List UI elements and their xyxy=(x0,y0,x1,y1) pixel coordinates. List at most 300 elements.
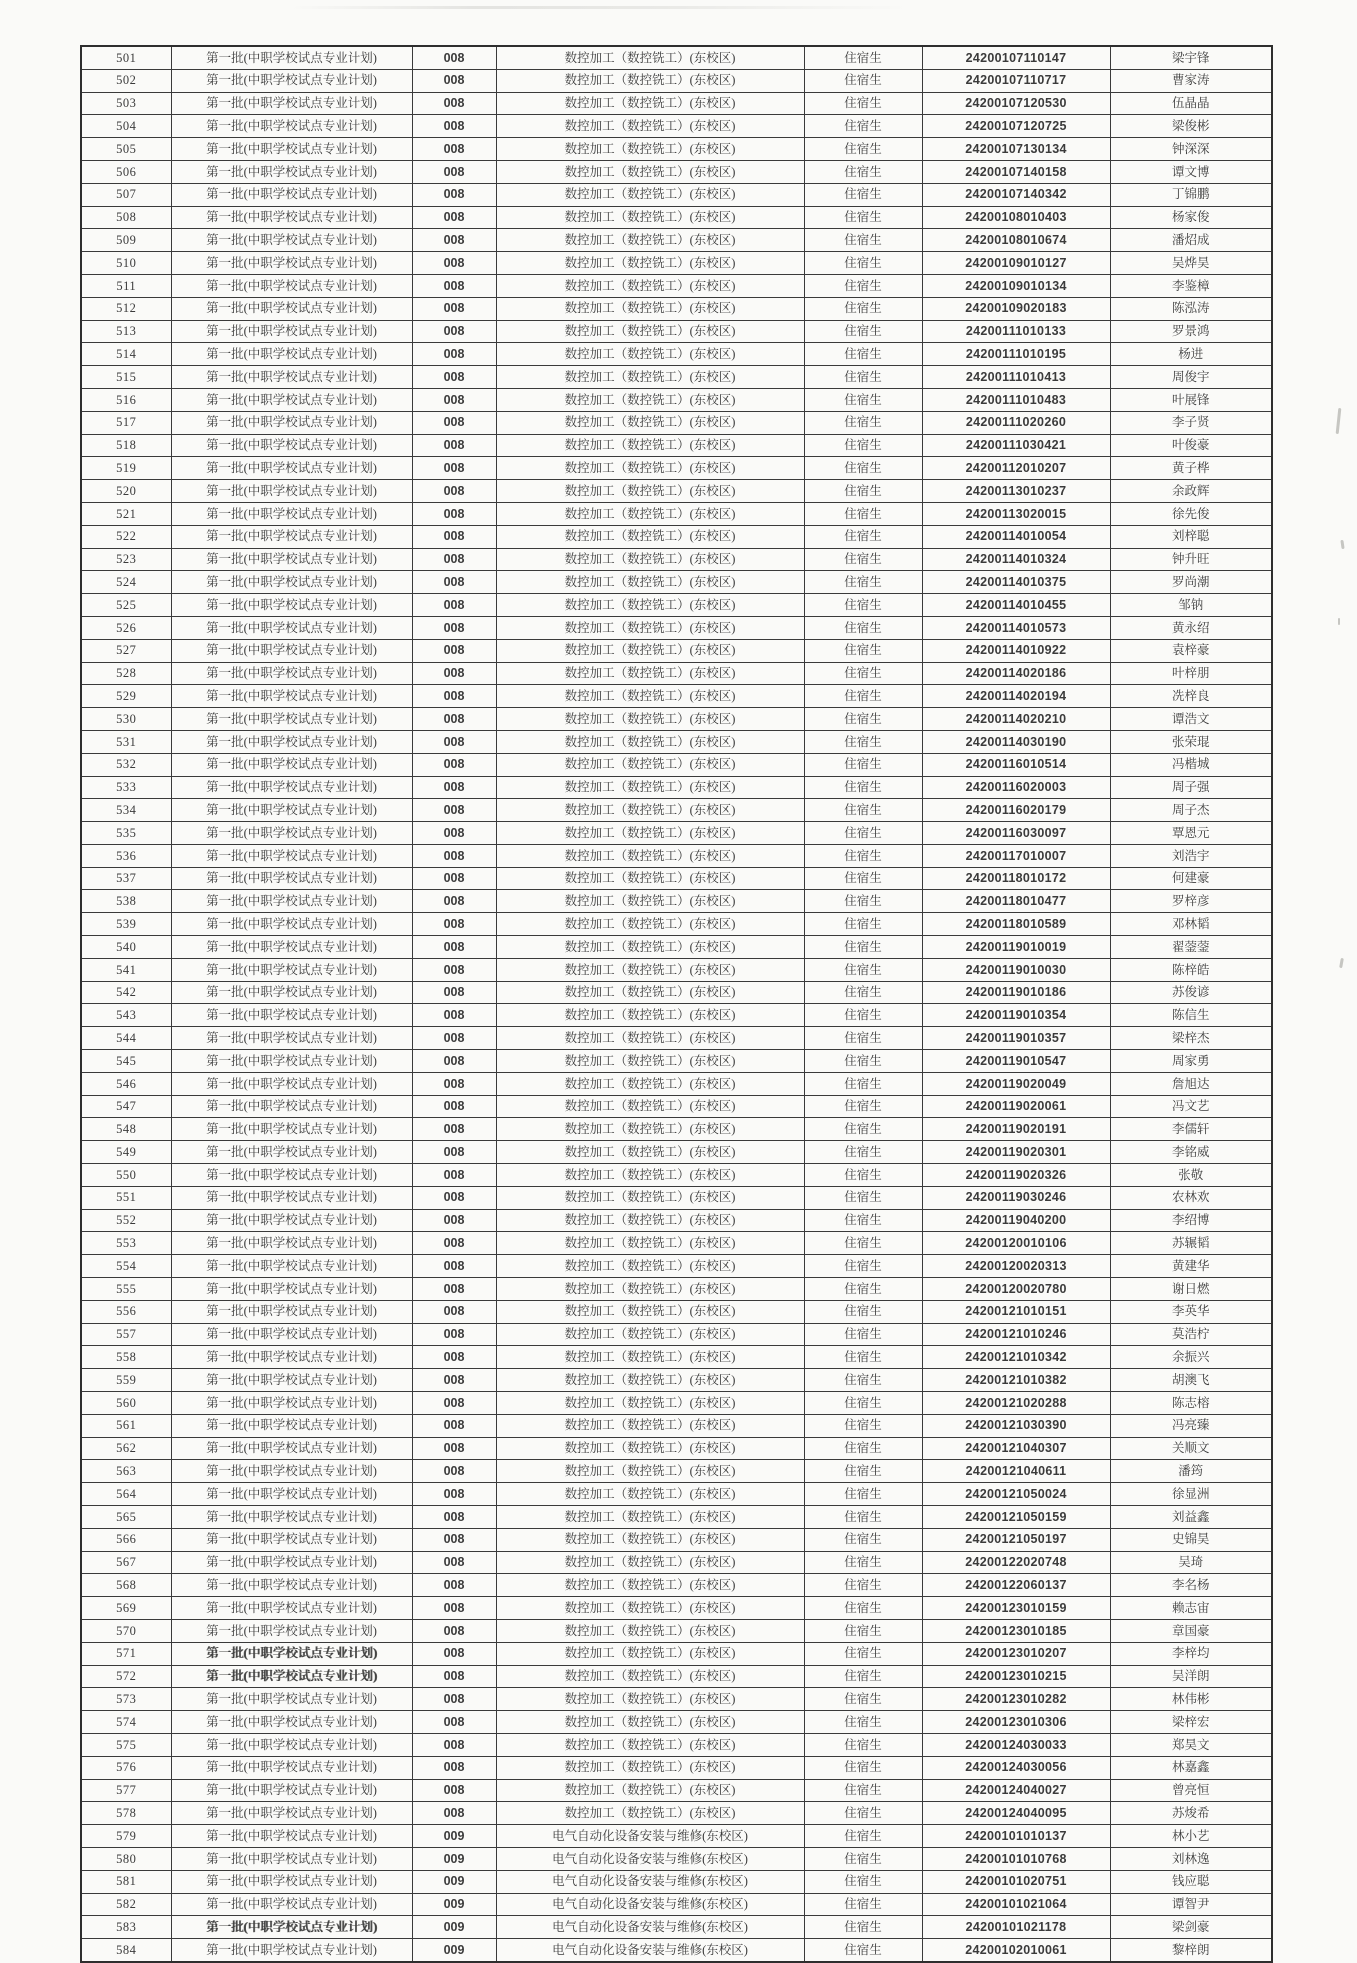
cell-resident-type: 住宿生 xyxy=(804,1027,922,1050)
cell-major-code: 008 xyxy=(412,1004,496,1027)
cell-major-name: 数控加工（数控铣工）(东校区) xyxy=(496,1255,804,1278)
cell-student-name: 邓林韬 xyxy=(1110,913,1272,936)
cell-major-name: 数控加工（数控铣工）(东校区) xyxy=(496,753,804,776)
cell-student-name: 罗尚潮 xyxy=(1110,571,1272,594)
cell-major-name: 数控加工（数控铣工）(东校区) xyxy=(496,69,804,92)
cell-batch: 第一批(中职学校试点专业计划) xyxy=(171,1733,412,1756)
cell-major-name: 数控加工（数控铣工）(东校区) xyxy=(496,1551,804,1574)
cell-batch: 第一批(中职学校试点专业计划) xyxy=(171,1072,412,1095)
cell-student-name: 潘筠 xyxy=(1110,1460,1272,1483)
cell-exam-number: 24200116030097 xyxy=(922,822,1110,845)
cell-major-name: 数控加工（数控铣工）(东校区) xyxy=(496,1118,804,1141)
cell-resident-type: 住宿生 xyxy=(804,1072,922,1095)
cell-exam-number: 24200119010547 xyxy=(922,1050,1110,1073)
cell-sequence-number: 548 xyxy=(81,1118,171,1141)
cell-sequence-number: 576 xyxy=(81,1756,171,1779)
cell-exam-number: 24200121020288 xyxy=(922,1392,1110,1415)
cell-sequence-number: 538 xyxy=(81,890,171,913)
table-row xyxy=(81,571,1272,594)
cell-major-name: 电气自动化设备安装与维修(东校区) xyxy=(496,1847,804,1870)
cell-major-name: 数控加工（数控铣工）(东校区) xyxy=(496,958,804,981)
cell-major-code: 008 xyxy=(412,639,496,662)
cell-sequence-number: 568 xyxy=(81,1574,171,1597)
cell-major-name: 电气自动化设备安装与维修(东校区) xyxy=(496,1870,804,1893)
cell-exam-number: 24200111010133 xyxy=(922,320,1110,343)
cell-resident-type: 住宿生 xyxy=(804,388,922,411)
cell-sequence-number: 514 xyxy=(81,343,171,366)
cell-batch: 第一批(中职学校试点专业计划) xyxy=(171,1414,412,1437)
cell-sequence-number: 570 xyxy=(81,1619,171,1642)
table-row xyxy=(81,867,1272,890)
cell-batch: 第一批(中职学校试点专业计划) xyxy=(171,115,412,138)
cell-resident-type: 住宿生 xyxy=(804,1870,922,1893)
cell-major-name: 数控加工（数控铣工）(东校区) xyxy=(496,867,804,890)
cell-resident-type: 住宿生 xyxy=(804,1323,922,1346)
cell-batch: 第一批(中职学校试点专业计划) xyxy=(171,1255,412,1278)
cell-student-name: 梁俊彬 xyxy=(1110,115,1272,138)
admission-roster-table xyxy=(80,45,1273,1963)
cell-major-name: 数控加工（数控铣工）(东校区) xyxy=(496,480,804,503)
cell-student-name: 黎梓朗 xyxy=(1110,1939,1272,1962)
table-row xyxy=(81,662,1272,685)
cell-exam-number: 24200119010186 xyxy=(922,981,1110,1004)
cell-exam-number: 24200111010195 xyxy=(922,343,1110,366)
cell-batch: 第一批(中职学校试点专业计划) xyxy=(171,1232,412,1255)
cell-student-name: 周家勇 xyxy=(1110,1050,1272,1073)
cell-student-name: 周子强 xyxy=(1110,776,1272,799)
cell-major-name: 数控加工（数控铣工）(东校区) xyxy=(496,1027,804,1050)
cell-batch: 第一批(中职学校试点专业计划) xyxy=(171,548,412,571)
cell-exam-number: 24200114010375 xyxy=(922,571,1110,594)
cell-resident-type: 住宿生 xyxy=(804,913,922,936)
table-row xyxy=(81,115,1272,138)
cell-student-name: 丁锦鹏 xyxy=(1110,183,1272,206)
cell-exam-number: 24200124030056 xyxy=(922,1756,1110,1779)
cell-sequence-number: 527 xyxy=(81,639,171,662)
cell-major-code: 008 xyxy=(412,1779,496,1802)
cell-student-name: 苏俊谚 xyxy=(1110,981,1272,1004)
cell-major-code: 008 xyxy=(412,411,496,434)
cell-sequence-number: 520 xyxy=(81,480,171,503)
cell-resident-type: 住宿生 xyxy=(804,616,922,639)
cell-sequence-number: 540 xyxy=(81,936,171,959)
cell-sequence-number: 583 xyxy=(81,1916,171,1939)
table-row xyxy=(81,1414,1272,1437)
cell-batch: 第一批(中职学校试点专业计划) xyxy=(171,46,412,69)
cell-major-code: 008 xyxy=(412,1802,496,1825)
cell-sequence-number: 549 xyxy=(81,1141,171,1164)
table-row xyxy=(81,1369,1272,1392)
cell-student-name: 冼梓良 xyxy=(1110,685,1272,708)
cell-student-name: 冯亮臻 xyxy=(1110,1414,1272,1437)
cell-resident-type: 住宿生 xyxy=(804,1437,922,1460)
table-row xyxy=(81,1004,1272,1027)
cell-resident-type: 住宿生 xyxy=(804,1688,922,1711)
cell-sequence-number: 584 xyxy=(81,1939,171,1962)
cell-major-name: 数控加工（数控铣工）(东校区) xyxy=(496,525,804,548)
cell-batch: 第一批(中职学校试点专业计划) xyxy=(171,1346,412,1369)
cell-resident-type: 住宿生 xyxy=(804,1733,922,1756)
cell-major-code: 008 xyxy=(412,366,496,389)
table-row xyxy=(81,1072,1272,1095)
cell-batch: 第一批(中职学校试点专业计划) xyxy=(171,571,412,594)
cell-batch: 第一批(中职学校试点专业计划) xyxy=(171,616,412,639)
cell-sequence-number: 557 xyxy=(81,1323,171,1346)
cell-major-name: 数控加工（数控铣工）(东校区) xyxy=(496,1141,804,1164)
table-row xyxy=(81,1232,1272,1255)
cell-resident-type: 住宿生 xyxy=(804,571,922,594)
cell-resident-type: 住宿生 xyxy=(804,1004,922,1027)
cell-major-code: 008 xyxy=(412,1642,496,1665)
cell-sequence-number: 565 xyxy=(81,1506,171,1529)
cell-major-code: 008 xyxy=(412,1483,496,1506)
cell-resident-type: 住宿生 xyxy=(804,411,922,434)
cell-exam-number: 24200101010137 xyxy=(922,1825,1110,1848)
cell-major-name: 数控加工（数控铣工）(东校区) xyxy=(496,1414,804,1437)
cell-student-name: 徐先俊 xyxy=(1110,502,1272,525)
cell-major-name: 数控加工（数控铣工）(东校区) xyxy=(496,1779,804,1802)
cell-batch: 第一批(中职学校试点专业计划) xyxy=(171,844,412,867)
cell-sequence-number: 522 xyxy=(81,525,171,548)
cell-sequence-number: 508 xyxy=(81,206,171,229)
cell-student-name: 赖志宙 xyxy=(1110,1597,1272,1620)
cell-resident-type: 住宿生 xyxy=(804,1711,922,1734)
cell-major-code: 008 xyxy=(412,708,496,731)
cell-student-name: 翟蓥蓥 xyxy=(1110,936,1272,959)
cell-major-code: 008 xyxy=(412,890,496,913)
cell-major-code: 008 xyxy=(412,1460,496,1483)
cell-batch: 第一批(中职学校试点专业计划) xyxy=(171,1050,412,1073)
cell-batch: 第一批(中职学校试点专业计划) xyxy=(171,890,412,913)
cell-exam-number: 24200123010159 xyxy=(922,1597,1110,1620)
cell-batch: 第一批(中职学校试点专业计划) xyxy=(171,1665,412,1688)
cell-sequence-number: 552 xyxy=(81,1209,171,1232)
cell-sequence-number: 531 xyxy=(81,730,171,753)
cell-major-name: 数控加工（数控铣工）(东校区) xyxy=(496,913,804,936)
cell-resident-type: 住宿生 xyxy=(804,366,922,389)
cell-student-name: 刘浩宇 xyxy=(1110,844,1272,867)
cell-sequence-number: 519 xyxy=(81,457,171,480)
cell-exam-number: 24200122060137 xyxy=(922,1574,1110,1597)
cell-student-name: 冯楷城 xyxy=(1110,753,1272,776)
cell-sequence-number: 528 xyxy=(81,662,171,685)
cell-batch: 第一批(中职学校试点专业计划) xyxy=(171,1278,412,1301)
cell-sequence-number: 544 xyxy=(81,1027,171,1050)
table-row xyxy=(81,548,1272,571)
table-row xyxy=(81,1597,1272,1620)
cell-resident-type: 住宿生 xyxy=(804,639,922,662)
cell-student-name: 袁梓豪 xyxy=(1110,639,1272,662)
table-row xyxy=(81,685,1272,708)
cell-resident-type: 住宿生 xyxy=(804,1278,922,1301)
cell-major-code: 008 xyxy=(412,1574,496,1597)
cell-major-name: 数控加工（数控铣工）(东校区) xyxy=(496,206,804,229)
table-row xyxy=(81,1095,1272,1118)
cell-major-code: 008 xyxy=(412,502,496,525)
cell-exam-number: 24200121010151 xyxy=(922,1300,1110,1323)
cell-sequence-number: 553 xyxy=(81,1232,171,1255)
cell-batch: 第一批(中职学校试点专业计划) xyxy=(171,1437,412,1460)
table-row xyxy=(81,297,1272,320)
cell-major-name: 数控加工（数控铣工）(东校区) xyxy=(496,1506,804,1529)
cell-student-name: 徐显洲 xyxy=(1110,1483,1272,1506)
cell-sequence-number: 517 xyxy=(81,411,171,434)
cell-major-code: 008 xyxy=(412,69,496,92)
cell-exam-number: 24200121010382 xyxy=(922,1369,1110,1392)
cell-major-name: 数控加工（数控铣工）(东校区) xyxy=(496,274,804,297)
cell-batch: 第一批(中职学校试点专业计划) xyxy=(171,1483,412,1506)
cell-exam-number: 24200124030033 xyxy=(922,1733,1110,1756)
cell-resident-type: 住宿生 xyxy=(804,206,922,229)
cell-student-name: 林小艺 xyxy=(1110,1825,1272,1848)
cell-sequence-number: 571 xyxy=(81,1642,171,1665)
cell-exam-number: 24200120020780 xyxy=(922,1278,1110,1301)
cell-batch: 第一批(中职学校试点专业计划) xyxy=(171,1870,412,1893)
cell-major-name: 电气自动化设备安装与维修(东校区) xyxy=(496,1893,804,1916)
cell-student-name: 詹旭达 xyxy=(1110,1072,1272,1095)
cell-major-name: 数控加工（数控铣工）(东校区) xyxy=(496,1711,804,1734)
cell-batch: 第一批(中职学校试点专业计划) xyxy=(171,366,412,389)
cell-major-name: 数控加工（数控铣工）(东校区) xyxy=(496,662,804,685)
cell-student-name: 钟升旺 xyxy=(1110,548,1272,571)
cell-exam-number: 24200107120530 xyxy=(922,92,1110,115)
cell-major-name: 数控加工（数控铣工）(东校区) xyxy=(496,890,804,913)
cell-major-name: 数控加工（数控铣工）(东校区) xyxy=(496,685,804,708)
cell-major-code: 008 xyxy=(412,1300,496,1323)
cell-student-name: 何建豪 xyxy=(1110,867,1272,890)
cell-major-code: 008 xyxy=(412,274,496,297)
cell-major-code: 009 xyxy=(412,1825,496,1848)
cell-sequence-number: 532 xyxy=(81,753,171,776)
cell-major-code: 008 xyxy=(412,753,496,776)
cell-student-name: 吴烨昊 xyxy=(1110,252,1272,275)
table-row xyxy=(81,616,1272,639)
cell-resident-type: 住宿生 xyxy=(804,502,922,525)
cell-sequence-number: 537 xyxy=(81,867,171,890)
cell-sequence-number: 511 xyxy=(81,274,171,297)
cell-batch: 第一批(中职学校试点专业计划) xyxy=(171,502,412,525)
cell-resident-type: 住宿生 xyxy=(804,1164,922,1187)
cell-student-name: 周子杰 xyxy=(1110,799,1272,822)
cell-major-code: 008 xyxy=(412,936,496,959)
cell-major-code: 008 xyxy=(412,1186,496,1209)
cell-sequence-number: 582 xyxy=(81,1893,171,1916)
cell-major-name: 数控加工（数控铣工）(东校区) xyxy=(496,320,804,343)
cell-exam-number: 24200119020301 xyxy=(922,1141,1110,1164)
cell-exam-number: 24200121010342 xyxy=(922,1346,1110,1369)
cell-exam-number: 24200114010054 xyxy=(922,525,1110,548)
table-row xyxy=(81,1209,1272,1232)
cell-resident-type: 住宿生 xyxy=(804,1460,922,1483)
cell-resident-type: 住宿生 xyxy=(804,252,922,275)
cell-batch: 第一批(中职学校试点专业计划) xyxy=(171,822,412,845)
table-row xyxy=(81,457,1272,480)
cell-exam-number: 24200108010403 xyxy=(922,206,1110,229)
cell-batch: 第一批(中职学校试点专业计划) xyxy=(171,388,412,411)
cell-resident-type: 住宿生 xyxy=(804,1574,922,1597)
cell-exam-number: 24200107120725 xyxy=(922,115,1110,138)
cell-sequence-number: 550 xyxy=(81,1164,171,1187)
cell-major-name: 数控加工（数控铣工）(东校区) xyxy=(496,92,804,115)
cell-exam-number: 24200118010589 xyxy=(922,913,1110,936)
table-row xyxy=(81,320,1272,343)
cell-exam-number: 24200107110717 xyxy=(922,69,1110,92)
cell-major-code: 008 xyxy=(412,388,496,411)
cell-major-name: 数控加工（数控铣工）(东校区) xyxy=(496,1004,804,1027)
cell-batch: 第一批(中职学校试点专业计划) xyxy=(171,206,412,229)
cell-major-code: 008 xyxy=(412,1437,496,1460)
cell-resident-type: 住宿生 xyxy=(804,1847,922,1870)
cell-sequence-number: 554 xyxy=(81,1255,171,1278)
table-row xyxy=(81,388,1272,411)
cell-resident-type: 住宿生 xyxy=(804,708,922,731)
cell-sequence-number: 545 xyxy=(81,1050,171,1073)
cell-sequence-number: 534 xyxy=(81,799,171,822)
cell-exam-number: 24200111020260 xyxy=(922,411,1110,434)
cell-major-code: 008 xyxy=(412,1369,496,1392)
cell-major-name: 数控加工（数控铣工）(东校区) xyxy=(496,297,804,320)
cell-batch: 第一批(中职学校试点专业计划) xyxy=(171,662,412,685)
cell-exam-number: 24200114020210 xyxy=(922,708,1110,731)
cell-major-name: 电气自动化设备安装与维修(东校区) xyxy=(496,1825,804,1848)
cell-major-name: 数控加工（数控铣工）(东校区) xyxy=(496,981,804,1004)
cell-exam-number: 24200109010127 xyxy=(922,252,1110,275)
cell-major-code: 008 xyxy=(412,138,496,161)
cell-sequence-number: 579 xyxy=(81,1825,171,1848)
cell-exam-number: 24200122020748 xyxy=(922,1551,1110,1574)
table-row xyxy=(81,1551,1272,1574)
cell-batch: 第一批(中职学校试点专业计划) xyxy=(171,69,412,92)
cell-major-code: 008 xyxy=(412,1278,496,1301)
cell-exam-number: 24200109010134 xyxy=(922,274,1110,297)
cell-resident-type: 住宿生 xyxy=(804,320,922,343)
cell-student-name: 李梓均 xyxy=(1110,1642,1272,1665)
cell-student-name: 关顺文 xyxy=(1110,1437,1272,1460)
cell-exam-number: 24200114030190 xyxy=(922,730,1110,753)
table-row xyxy=(81,913,1272,936)
cell-major-name: 数控加工（数控铣工）(东校区) xyxy=(496,229,804,252)
cell-resident-type: 住宿生 xyxy=(804,69,922,92)
cell-batch: 第一批(中职学校试点专业计划) xyxy=(171,1392,412,1415)
cell-batch: 第一批(中职学校试点专业计划) xyxy=(171,1574,412,1597)
cell-student-name: 李名杨 xyxy=(1110,1574,1272,1597)
cell-resident-type: 住宿生 xyxy=(804,548,922,571)
cell-major-code: 008 xyxy=(412,548,496,571)
cell-batch: 第一批(中职学校试点专业计划) xyxy=(171,1551,412,1574)
cell-major-code: 008 xyxy=(412,457,496,480)
cell-major-name: 数控加工（数控铣工）(东校区) xyxy=(496,1164,804,1187)
cell-batch: 第一批(中职学校试点专业计划) xyxy=(171,1186,412,1209)
table-row xyxy=(81,822,1272,845)
cell-major-code: 008 xyxy=(412,776,496,799)
cell-sequence-number: 580 xyxy=(81,1847,171,1870)
cell-exam-number: 24200101010768 xyxy=(922,1847,1110,1870)
cell-resident-type: 住宿生 xyxy=(804,1255,922,1278)
cell-major-name: 数控加工（数控铣工）(东校区) xyxy=(496,936,804,959)
table-row xyxy=(81,1118,1272,1141)
table-row xyxy=(81,753,1272,776)
cell-batch: 第一批(中职学校试点专业计划) xyxy=(171,1209,412,1232)
cell-batch: 第一批(中职学校试点专业计划) xyxy=(171,1118,412,1141)
cell-resident-type: 住宿生 xyxy=(804,1551,922,1574)
cell-exam-number: 24200121010246 xyxy=(922,1323,1110,1346)
cell-major-code: 008 xyxy=(412,252,496,275)
cell-student-name: 杨进 xyxy=(1110,343,1272,366)
table-row xyxy=(81,1460,1272,1483)
cell-student-name: 叶俊豪 xyxy=(1110,434,1272,457)
cell-exam-number: 24200124040095 xyxy=(922,1802,1110,1825)
cell-student-name: 梁梓宏 xyxy=(1110,1711,1272,1734)
cell-resident-type: 住宿生 xyxy=(804,480,922,503)
cell-student-name: 罗梓彦 xyxy=(1110,890,1272,913)
cell-resident-type: 住宿生 xyxy=(804,1802,922,1825)
cell-sequence-number: 559 xyxy=(81,1369,171,1392)
cell-exam-number: 24200116020003 xyxy=(922,776,1110,799)
cell-major-code: 008 xyxy=(412,799,496,822)
cell-major-code: 008 xyxy=(412,1095,496,1118)
cell-resident-type: 住宿生 xyxy=(804,1756,922,1779)
cell-major-name: 数控加工（数控铣工）(东校区) xyxy=(496,1528,804,1551)
cell-batch: 第一批(中职学校试点专业计划) xyxy=(171,229,412,252)
cell-major-code: 008 xyxy=(412,1528,496,1551)
cell-major-name: 数控加工（数控铣工）(东校区) xyxy=(496,115,804,138)
table-row xyxy=(81,1756,1272,1779)
cell-student-name: 胡澳飞 xyxy=(1110,1369,1272,1392)
cell-resident-type: 住宿生 xyxy=(804,753,922,776)
cell-sequence-number: 536 xyxy=(81,844,171,867)
cell-batch: 第一批(中职学校试点专业计划) xyxy=(171,343,412,366)
cell-exam-number: 24200123010215 xyxy=(922,1665,1110,1688)
scan-artifact xyxy=(1336,408,1342,434)
cell-resident-type: 住宿生 xyxy=(804,434,922,457)
cell-batch: 第一批(中职学校试点专业计划) xyxy=(171,480,412,503)
cell-student-name: 张荣琨 xyxy=(1110,730,1272,753)
cell-resident-type: 住宿生 xyxy=(804,92,922,115)
cell-major-name: 数控加工（数控铣工）(东校区) xyxy=(496,799,804,822)
cell-batch: 第一批(中职学校试点专业计划) xyxy=(171,1141,412,1164)
cell-sequence-number: 541 xyxy=(81,958,171,981)
cell-major-code: 008 xyxy=(412,1711,496,1734)
cell-student-name: 曹家涛 xyxy=(1110,69,1272,92)
cell-resident-type: 住宿生 xyxy=(804,138,922,161)
cell-major-name: 数控加工（数控铣工）(东校区) xyxy=(496,1597,804,1620)
cell-major-code: 008 xyxy=(412,1323,496,1346)
cell-major-name: 数控加工（数控铣工）(东校区) xyxy=(496,1209,804,1232)
table-row xyxy=(81,252,1272,275)
cell-batch: 第一批(中职学校试点专业计划) xyxy=(171,252,412,275)
cell-resident-type: 住宿生 xyxy=(804,662,922,685)
cell-sequence-number: 526 xyxy=(81,616,171,639)
cell-exam-number: 24200112010207 xyxy=(922,457,1110,480)
cell-resident-type: 住宿生 xyxy=(804,1825,922,1848)
cell-major-code: 008 xyxy=(412,1232,496,1255)
cell-batch: 第一批(中职学校试点专业计划) xyxy=(171,1711,412,1734)
cell-major-code: 008 xyxy=(412,297,496,320)
cell-exam-number: 24200118010477 xyxy=(922,890,1110,913)
cell-sequence-number: 525 xyxy=(81,594,171,617)
cell-student-name: 谭智尹 xyxy=(1110,1893,1272,1916)
cell-student-name: 覃恩元 xyxy=(1110,822,1272,845)
table-row xyxy=(81,206,1272,229)
cell-sequence-number: 516 xyxy=(81,388,171,411)
cell-resident-type: 住宿生 xyxy=(804,730,922,753)
table-row xyxy=(81,1027,1272,1050)
cell-resident-type: 住宿生 xyxy=(804,1186,922,1209)
cell-batch: 第一批(中职学校试点专业计划) xyxy=(171,799,412,822)
cell-sequence-number: 562 xyxy=(81,1437,171,1460)
cell-exam-number: 24200120020313 xyxy=(922,1255,1110,1278)
cell-major-name: 数控加工（数控铣工）(东校区) xyxy=(496,1072,804,1095)
